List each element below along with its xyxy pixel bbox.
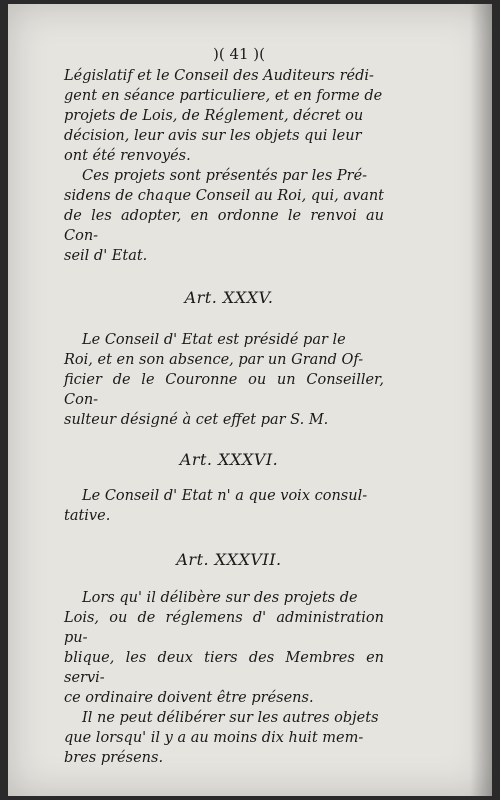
article-heading-xxxvii: Art. XXXVII. <box>176 550 282 569</box>
page-text-block <box>64 44 384 768</box>
paragraph-2 <box>64 166 384 266</box>
text-line: projets de Lois, de Réglement, décret ou <box>64 108 364 124</box>
text-line: de les adopter, en ordonne le renvoi au Con- <box>64 208 384 244</box>
text-line: sulteur désigné à cet effet par S. M. <box>64 412 329 428</box>
text-line: Le Conseil d' Etat est présidé par le <box>82 332 346 348</box>
book-page <box>8 4 492 796</box>
text-line: Le Conseil d' Etat n' a que voix consul- <box>82 488 368 504</box>
text-line: Il ne peut délibérer sur les autres objets <box>82 710 379 726</box>
paragraph-4 <box>64 486 384 526</box>
text-line: tative. <box>64 508 111 524</box>
text-line: bres présens. <box>64 750 164 766</box>
text-line: que lorsqu' il y a au moins dix huit mem- <box>64 730 364 746</box>
paragraph-1 <box>64 66 384 166</box>
text-line: Ces projets sont présentés par les Pré- <box>82 168 368 184</box>
text-line: Lois, ou de réglemens d' administration pu- <box>64 610 384 646</box>
page-gutter-shadow <box>470 4 492 796</box>
paragraph-3 <box>64 330 384 430</box>
text-line: gent en séance particuliere, et en forme de <box>64 88 383 104</box>
text-line: ont été renvoyés. <box>64 148 191 164</box>
text-line: seil d' Etat. <box>64 248 148 264</box>
text-line: Roi, et en son absence, par un Grand Of- <box>64 352 364 368</box>
text-line: ficier de le Couronne ou un Conseiller, Con- <box>64 372 384 408</box>
text-line: blique, les deux tiers des Membres en servi- <box>64 650 384 686</box>
text-line: Lors qu' il délibère sur des projets de <box>82 590 358 606</box>
text-line: sidens de chaque Conseil au Roi, qui, avant <box>64 188 385 204</box>
text-line: ce ordinaire doivent être présens. <box>64 690 314 706</box>
page-number: )( 41 )( <box>212 45 266 63</box>
paragraph-5 <box>64 588 384 708</box>
article-heading-xxxvi: Art. XXXVI. <box>179 450 279 469</box>
article-heading-xxxv: Art. XXXV. <box>184 288 274 307</box>
text-line: décision, leur avis sur les objets qui leur <box>64 128 362 144</box>
text-line: Législatif et le Conseil des Auditeurs rédi- <box>64 68 374 84</box>
paragraph-6 <box>64 708 384 768</box>
